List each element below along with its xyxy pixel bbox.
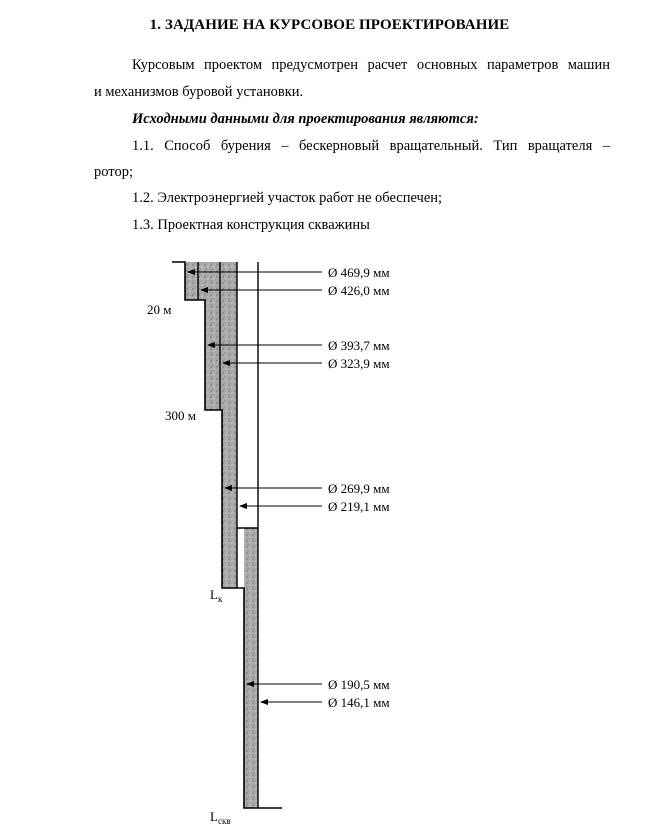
intro-line-2: и механизмов буровой установки.: [94, 84, 304, 100]
item-3: 1.3. Проектная конструкция скважины: [132, 217, 370, 233]
diameter-label: Ø 219,1 мм: [328, 499, 390, 514]
cement-surface-casing: [205, 300, 237, 410]
diameter-label: Ø 190,5 мм: [328, 677, 390, 692]
item-1-line-1: 1.1. Способ бурения – бескерновый вращательный. Тип вращателя –: [132, 138, 610, 154]
diameter-label: Ø 426,0 мм: [328, 283, 390, 298]
cement-liner: [244, 528, 258, 808]
source-data-heading: Исходными данными для проектирования являются:: [132, 111, 479, 127]
cement-intermediate-casing: [222, 410, 237, 588]
diameter-label: Ø 469,9 мм: [328, 265, 390, 280]
depth-label-20: 20 м: [147, 302, 172, 317]
diameter-label: Ø 146,1 мм: [328, 695, 390, 710]
depth-label-300: 300 м: [165, 408, 196, 423]
well-construction-diagram: [0, 240, 659, 828]
diameter-label: Ø 323,9 мм: [328, 356, 390, 371]
diameter-label: Ø 393,7 мм: [328, 338, 390, 353]
depth-label-lskv: $L_{скв}$: [210, 809, 231, 826]
item-1-line-2: ротор;: [94, 164, 133, 180]
page-heading: 1. ЗАДАНИЕ НА КУРСОВОЕ ПРОЕКТИРОВАНИЕ: [149, 17, 510, 33]
depth-label-lk: $L_к$: [210, 587, 223, 604]
item-2: 1.2. Электроэнергией участок работ не обеспечен;: [132, 190, 443, 206]
diameter-label: Ø 269,9 мм: [328, 481, 390, 496]
intro-line-1: Курсовым проектом предусмотрен расчет основных параметров машин: [132, 57, 610, 73]
cement-conductor: [185, 262, 237, 300]
diameter-labels: [328, 265, 390, 710]
